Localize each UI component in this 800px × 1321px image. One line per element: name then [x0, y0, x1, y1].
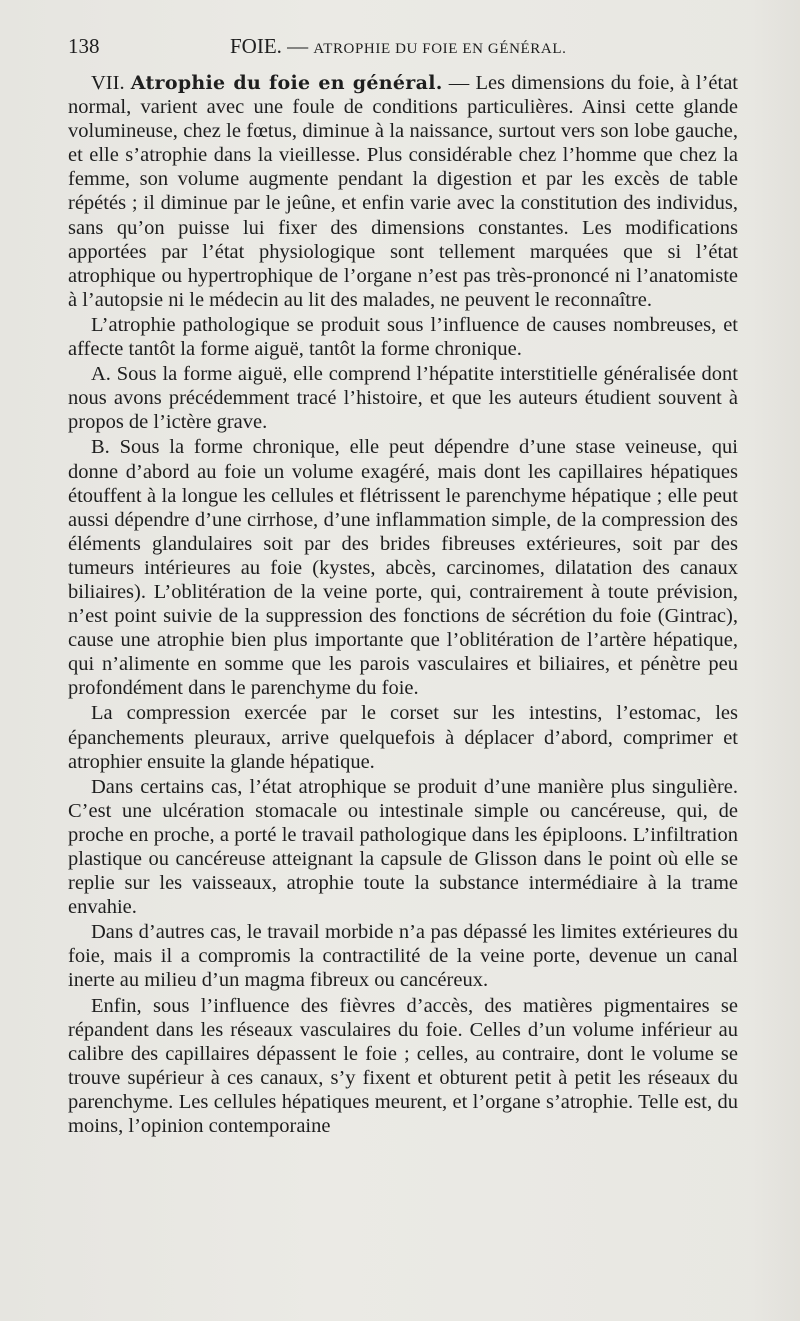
section-number: VII.	[91, 72, 131, 94]
section-lead-text: — Les dimensions du foie, à l’état normal, varient avec une foule de conditions particulières. Ainsi cette glande volumineuse, chez le fœtus, diminue à la naissance, surtout vers son lobe gauche, et elle s’atrophie dans la vieillesse. Plus considérable chez l’homme que chez la femme, son volume augmente pendant la digestion et par les excès de table répétés ; il diminue par le jeûne, et enfin varie avec la constitution des individus, sans qu’on puisse lui fixer des dimensions constantes. Les modifications apportées par l’état physiologique sont tellement marquées que si l’état atrophique ou hypertrophique de l’organe n’est pas très-prononcé ni l’anatomiste à l’autopsie ni le médecin au lit des malades, ne peuvent le reconnaître.	[68, 72, 738, 311]
paragraph: B. Sous la forme chronique, elle peut dépendre d’une stase veineuse, qui donne d’abord au foie un volume exagéré, mais dont les capillaires hépatiques étouffent à la longue les cellules et flétrissent le parenchyme hépatique ; elle peut aussi dépendre d’une cirrhose, d’une inflammation simple, de la compression des éléments glandulaires soit par des brides fibreuses extérieures, soit par des tumeurs intérieures au foie (kystes, abcès, carcinomes, dilatation des canaux biliaires). L’oblitération de la veine porte, qui, contrairement à toute prévision, n’est point suivie de la suppression des fonctions de sécrétion du foie (Gintrac), cause une atrophie bien plus importante que l’oblitération de l’artère hépatique, qui n’alimente en somme que les parois vasculaires et biliaires, et pénètre peu profondément dans le parenchyme du foie.	[68, 436, 738, 700]
body-text	[68, 71, 738, 1139]
page-edge-shading	[750, 0, 800, 1321]
running-head-subtitle: ATROPHIE DU FOIE EN GÉNÉRAL.	[313, 41, 567, 57]
paragraph: A. Sous la forme aiguë, elle comprend l’hépatite interstitielle généralisée dont nous avons précédemment tracé l’histoire, et que les auteurs étudient souvent à propos de l’ictère grave.	[68, 363, 738, 434]
paragraph: Dans certains cas, l’état atrophique se produit d’une manière plus singulière. C’est une ulcération stomacale ou intestinale simple ou cancéreuse, qui, de proche en proche, a porté le travail pathologique dans les épiploons. L’infiltration plastique ou cancéreuse atteignant la capsule de Glisson dans le point où elle se replie sur les vaisseaux, atrophie toute la substance intermédiaire à la trame envahie.	[68, 775, 738, 919]
paragraph: L’atrophie pathologique se produit sous l’influence de causes nombreuses, et affecte tantôt la forme aiguë, tantôt la forme chronique.	[68, 313, 738, 361]
paragraph: La compression exercée par le corset sur les intestins, l’estomac, les épanchements pleuraux, arrive quelquefois à déplacer d’abord, comprimer et atrophier ensuite la glande hépatique.	[68, 702, 738, 773]
section-opening-paragraph	[68, 71, 738, 312]
section-title: Atrophie du foie en général.	[130, 72, 443, 94]
page-number: 138	[68, 34, 100, 58]
paragraph: Enfin, sous l’influence des fièvres d’accès, des matières pigmentaires se répandent dans les réseaux vasculaires du foie. Celles d’un volume inférieur au calibre des capillaires dépassent le foie ; celles, au contraire, dont le volume se trouve supérieur à ces canaux, s’y fixent et obturent petit à petit les réseaux du parenchyme. Les cellules hépatiques meurent, et l’organe s’atrophie. Telle est, du moins, l’opinion contemporaine	[68, 994, 738, 1138]
paragraph: Dans d’autres cas, le travail morbide n’a pas dépassé les limites extérieures du foie, mais il a compromis la contractilité de la veine porte, devenue un canal inerte au milieu d’un magma fibreux ou cancéreux.	[68, 921, 738, 992]
running-head	[230, 34, 566, 59]
page-header	[68, 34, 738, 64]
running-head-main: FOIE. —	[230, 34, 314, 58]
